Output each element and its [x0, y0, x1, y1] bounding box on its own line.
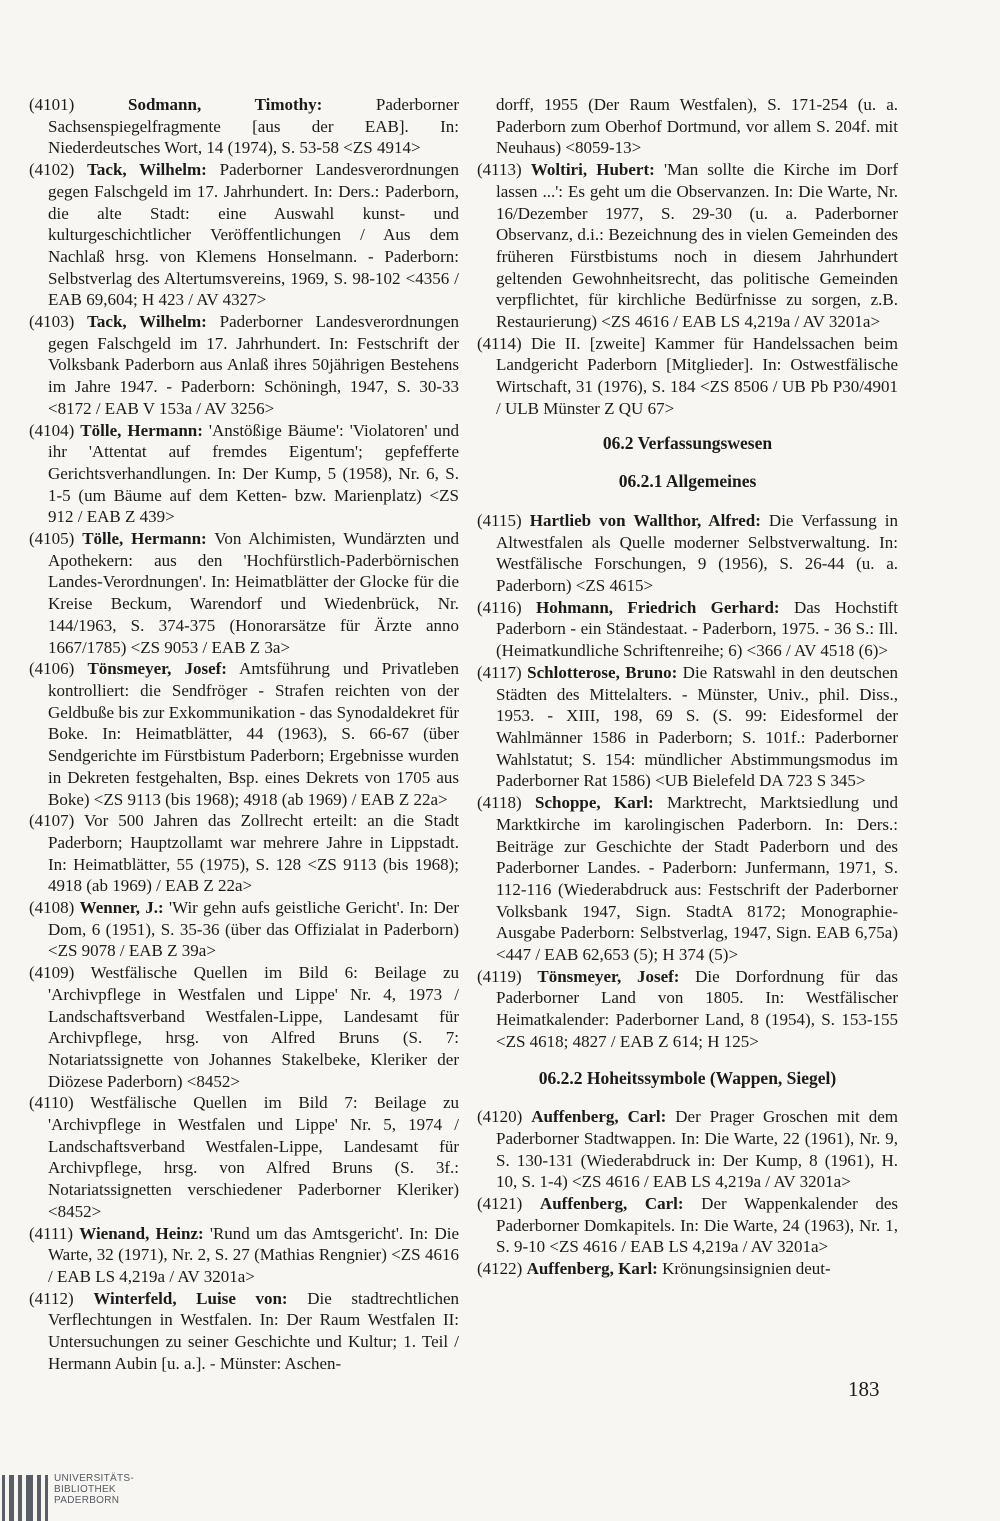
bib-entry-4114: (4114) Die II. [zweite] Kammer für Handelssachen beim Landgericht Paderborn [Mitglieder]. In: Ostwestfälische Wirtschaft, 31 (1976), S. 184 <ZS 8506 / UB Pb P30/4901 / ULB Münster Z QU 67> — [477, 333, 898, 418]
bib-entry-4109: (4109) Westfälische Quellen im Bild 6: Beilage zu 'Archivpflege in Westfalen und Lippe' Nr. 4, 1973 / Landschaftsverband Westfalen-Lippe, Landesamt für Archivpflege, hrsg. von Alfred Bruns (S. 7: Notariatssignette von Johannes Stakelbeke, Kleriker der Diözese Paderborn) <8452> — [29, 963, 460, 1091]
bib-entry-4107: (4107) Vor 500 Jahren das Zollrecht erteilt: an die Stadt Paderborn; Hauptzollamt war mehrere Jahre in Lippstadt. In: Heimatblätter, 55 (1975), S. 128 <ZS 9113 (bis 1968); 4918 (ab 1969) / EAB Z 22a> — [29, 811, 460, 896]
bib-entry-4116: (4116) Hohmann, Friedrich Gerhard: Das Hochstift Paderborn - ein Ständestaat. - Paderborn, 1975. - 36 S.: Ill. (Heimatkundliche Schriftenreihe; 6) <366 / AV 4518 (6)> — [477, 597, 898, 661]
bib-entry-4110: (4110) Westfälische Quellen im Bild 7: Beilage zu 'Archivpflege in Westfalen und Lippe' Nr. 5, 1974 / Landschaftsverband Westfalen-Lippe, Landesamt für Archivpflege, hrsg. von Alfred Bruns (S. 3f.: Notariatssignetten verschiedener Paderborner Kleriker) <8452> — [29, 1093, 459, 1221]
subsection-heading-hoheitssymbole: 06.2.2 Hoheitssymbole (Wappen, Siegel) — [538, 1067, 837, 1088]
logo-line-1: UNIVERSITÄTS- — [54, 1473, 135, 1484]
bib-entry-4105: (4105) Tölle, Hermann: Von Alchimisten, Wundärzten und Apothekern: aus den 'Hochfürstlich-Paderbörnischen Landes-Verordnungen'. In: Heimatblätter der Glocke für die Kreise Beckum, Warendorf und Wiedenbrück, Nr. 144/1963, S. 374-375 (Honorarsätze für Ärzte anno 1667/1785) <ZS 9053 / EAB Z 3a> — [29, 529, 459, 657]
bib-entry-4108: (4108) Wenner, J.: 'Wir gehn aufs geistliche Gericht'. In: Der Dom, 6 (1951), S. 35-36 (über das Offizialat in Paderborn) <ZS 9078 / EAB Z 39a> — [29, 898, 459, 961]
page-number: 183 — [848, 1377, 880, 1401]
subsection-heading-allgemeines: 06.2.1 Allgemeines — [618, 471, 757, 492]
bib-entry-4111: (4111) Wienand, Heinz: 'Rund um das Amtsgericht'. In: Die Warte, 32 (1971), Nr. 2, S. 27 (Mathias Rengnier) <ZS 4616 / EAB LS 4,219a / AV 3201a> — [29, 1223, 460, 1286]
logo-line-3: PADERBORN — [54, 1495, 120, 1506]
bib-entry-4101: (4101) Sodmann, Timothy: Paderborner Sachsenspiegelfragmente [aus der EAB]. In: Niederdeutsches Wort, 14 (1974), S. 53-58 <ZS 4914> — [29, 95, 459, 158]
bib-entry-4122: (4122) Auffenberg, Karl: Krönungsinsignien deut- — [477, 1259, 831, 1279]
bib-entry-4119: (4119) Tönsmeyer, Josef: Die Dorfordnung für das Paderborner Land von 1805. In: Westfälischer Heimatkalender: Paderborner Land, 8 (1954), S. 153-155 <ZS 4618; 4827 / EAB Z 614; H 125> — [477, 966, 898, 1051]
section-heading-verfassungswesen: 06.2 Verfassungswesen — [602, 432, 773, 453]
bib-entry-4113: (4113) Woltiri, Hubert: 'Man sollte die Kirche im Dorf lassen ...': Es geht um die Observanzen. In: Die Warte, Nr. 16/Dezember 1977, S. 29-30 (u. a. Paderborner Observanz, d.i.: Bezeichnung des in vielen Gemeinden des früheren Fürstbistums noch in diesem Jahrhundert geltenden Gewohnheitsrecht, das politische Gemeinden verpflichtet, für kirchliche Bedürfnisse zu sorgen, z.B. Restaurierung) <ZS 4616 / EAB LS 4,219a / AV 3201a> — [477, 160, 898, 332]
bib-entry-4103: (4103) Tack, Wilhelm: Paderborner Landesverordnungen gegen Falschgeld im 17. Jahrhundert. In: Festschrift der Volksbank Paderborn aus Anlaß ihres 50jährigen Bestehens im Jahre 1947. - Paderborn: Schöningh, 1947, S. 30-33 <8172 / EAB V 153a / AV 3256> — [29, 312, 459, 418]
library-name — [54, 1473, 134, 1506]
logo-line-2: BIBLIOTHEK — [54, 1484, 116, 1495]
library-logo — [0, 1467, 170, 1521]
bib-entry-4117: (4117) Schlotterose, Bruno: Die Ratswahl in den deutschen Städten des Mittelalters. - Münster, Univ., phil. Diss., 1953. - XIII, 198, 69 S. (S. 99: Eidesformel der Wahlmänner 1586 in Paderborn; S. 101f.: Paderborner Wahlstatut; S. 154: mündlicher Abstimmungsmodus im Paderborner Rat 1586) <UB Bielefeld DA 723 S 345> — [477, 662, 898, 791]
bib-entry-4102: (4102) Tack, Wilhelm: Paderborner Landesverordnungen gegen Falschgeld im 17. Jahrhundert. In: Ders.: Paderborn, die alte Stadt: eine Auswahl kunst- und kulturgeschichtlicher Veröffentlichungen / Aus dem Nachlaß hrsg. von Klemens Honselmann. - Paderborn: Selbstverlag des Altertumsvereins, 1969, S. 98-102 <4356 / EAB 69,604; H 423 / AV 4327> — [29, 160, 459, 310]
bib-entry-4118: (4118) Schoppe, Karl: Marktrecht, Marktsiedlung und Marktkirche im karolingischen Paderborn. In: Ders.: Beiträge zur Geschichte der Stadt Paderborn und des Paderborner Landes. - Paderborn: Junfermann, 1971, S. 112-116 (Wiederabdruck aus: Festschrift der Paderborner Volksbank 1947, Sign. StadtA 8172; Monographie-Ausgabe Paderborn: Selbstverlag, 1947, Sign. EAB 6,75a) <447 / EAB 62,653 (5); H 374 (5)> — [477, 793, 898, 965]
right-column — [477, 94, 898, 1280]
bib-entry-4112-continuation: dorff, 1955 (Der Raum Westfalen), S. 171-254 (u. a. Paderborn zum Oberhof Dortmund, vor allem S. 204f. mit Neuhaus) <8059-13> — [496, 95, 898, 158]
bib-entry-4112: (4112) Winterfeld, Luise von: Die stadtrechtlichen Verflechtungen in Westfalen. In: Der Raum Westfalen II: Untersuchungen zu seiner Geschichte und Kultur; 1. Teil / Hermann Aubin [u. a.]. - Münster: Aschen- — [29, 1288, 459, 1373]
bib-entry-4115: (4115) Hartlieb von Wallthor, Alfred: Die Verfassung in Altwestfalen als Quelle moderner Selbstverwaltung. In: Westfälische Forschungen, 9 (1956), S. 26-44 (u. a. Paderborn) <ZS 4615> — [477, 510, 898, 596]
bib-entry-4104: (4104) Tölle, Hermann: 'Anstößige Bäume': 'Violatoren' und ihr 'Attentat auf fremdes Eigentum'; gepfefferte Gerichtsverhandlungen. In: Der Kump, 5 (1958), Nr. 6, S. 1-5 (um Bäume auf dem Ketten- bzw. Marienplatz) <ZS 912 / EAB Z 439> — [29, 420, 459, 527]
bib-entry-4120: (4120) Auffenberg, Carl: Der Prager Groschen mit dem Paderborner Stadtwappen. In: Die Warte, 22 (1961), Nr. 9, S. 130-131 (Wiederabdruck in: Der Kump, 8 (1961), H. 10, S. 1-4) <ZS 4616 / EAB LS 4,219a / AV 3201a> — [477, 1107, 898, 1192]
bib-entry-4121: (4121) Auffenberg, Carl: Der Wappenkalender des Paderborner Domkapitels. In: Die Warte, 24 (1963), Nr. 1, S. 9-10 <ZS 4616 / EAB LS 4,219a / AV 3201a> — [477, 1194, 898, 1257]
left-column — [29, 94, 459, 1374]
bib-entry-4106: (4106) Tönsmeyer, Josef: Amtsführung und Privatleben kontrolliert: die Sendfröger - Strafen reichten von der Geldbuße bis zur Exkommunikation - das Synodaldekret für Boke. In: Heimatblätter, 44 (1963), S. 66-67 (über Sendgerichte im Fürstbistum Paderborn; Ergebnisse wurden in Dekreten festgehalten, Bsp. eines Dekrets von 1705 aus Boke) <ZS 9113 (bis 1968); 4918 (ab 1969) / EAB Z 22a> — [29, 659, 459, 809]
